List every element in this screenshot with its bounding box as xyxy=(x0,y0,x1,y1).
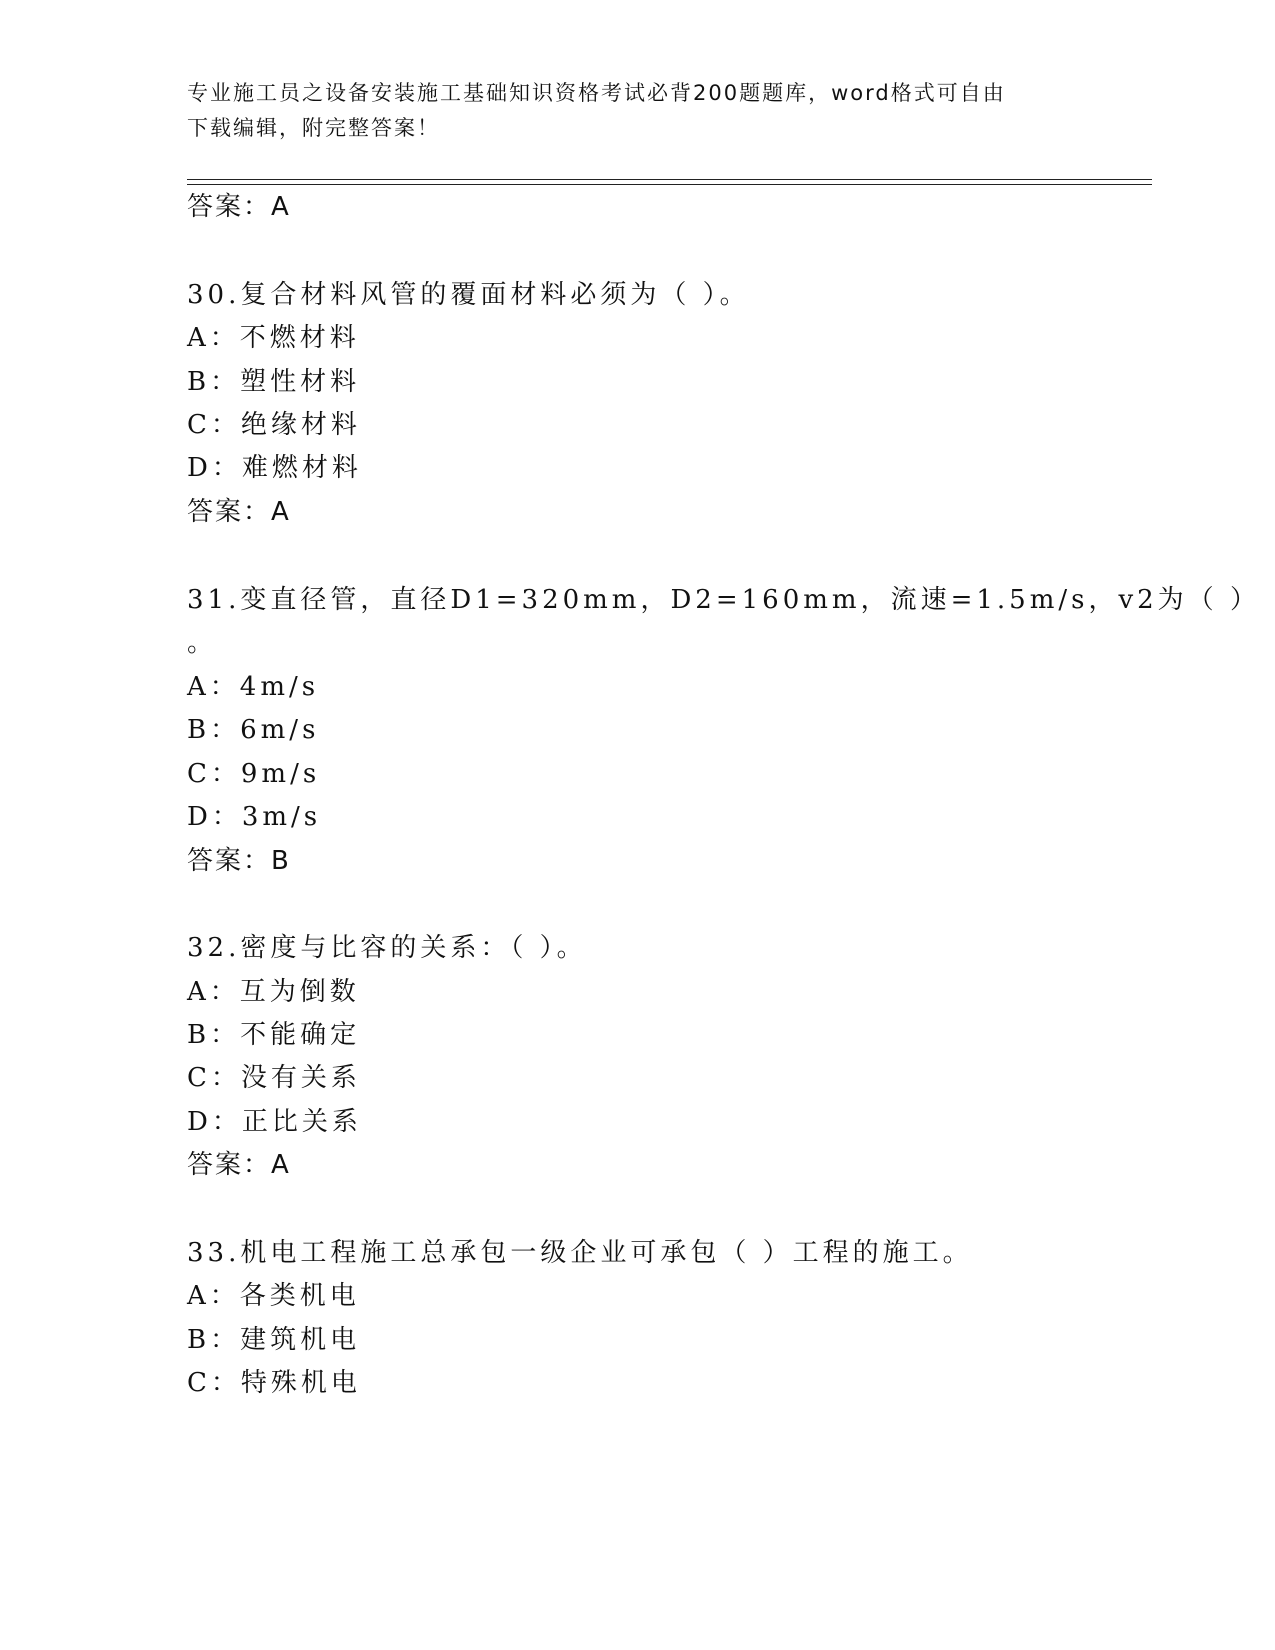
question-31-continuation: 。 xyxy=(187,628,218,658)
question-32-answer: 答案：A xyxy=(187,1150,291,1180)
question-30-option-b: B：塑性材料 xyxy=(187,367,361,397)
question-33-option-b: B：建筑机电 xyxy=(187,1325,361,1355)
question-31-option-b: B：6m/s xyxy=(187,715,320,745)
header-divider-bottom xyxy=(187,184,1152,185)
document-header xyxy=(187,76,1087,146)
question-31-option-d: D：3m/s xyxy=(187,802,322,832)
header-line-1: 专业施工员之设备安装施工基础知识资格考试必背200题题库，word格式可自由 xyxy=(187,81,1006,105)
question-31: 31.变直径管，直径D1=320mm，D2=160mm，流速=1.5m/s，v2为（ ） xyxy=(187,585,1260,615)
question-32-option-a: A：互为倒数 xyxy=(187,977,360,1007)
question-32-option-c: C：没有关系 xyxy=(187,1063,361,1093)
question-33: 33.机电工程施工总承包一级企业可承包（ ）工程的施工。 xyxy=(187,1238,973,1268)
question-31-option-a: A：4m/s xyxy=(187,672,320,702)
header-divider-top xyxy=(187,179,1152,180)
question-30-option-a: A：不燃材料 xyxy=(187,323,360,353)
question-31-answer: 答案：B xyxy=(187,846,291,876)
question-32: 32.密度与比容的关系：（ ）。 xyxy=(187,933,587,963)
question-32-option-d: D：正比关系 xyxy=(187,1107,362,1137)
question-32-option-b: B：不能确定 xyxy=(187,1020,361,1050)
question-33-option-a: A：各类机电 xyxy=(187,1281,360,1311)
question-30-option-d: D：难燃材料 xyxy=(187,453,362,483)
question-31-option-c: C：9m/s xyxy=(187,759,321,789)
question-30: 30.复合材料风管的覆面材料必须为（ ）。 xyxy=(187,280,750,310)
header-line-2: 下载编辑，附完整答案！ xyxy=(187,116,440,140)
question-30-answer: 答案：A xyxy=(187,497,291,527)
question-30-option-c: C：绝缘材料 xyxy=(187,410,361,440)
question-33-option-c: C：特殊机电 xyxy=(187,1368,361,1398)
answer-previous: 答案：A xyxy=(187,192,291,222)
